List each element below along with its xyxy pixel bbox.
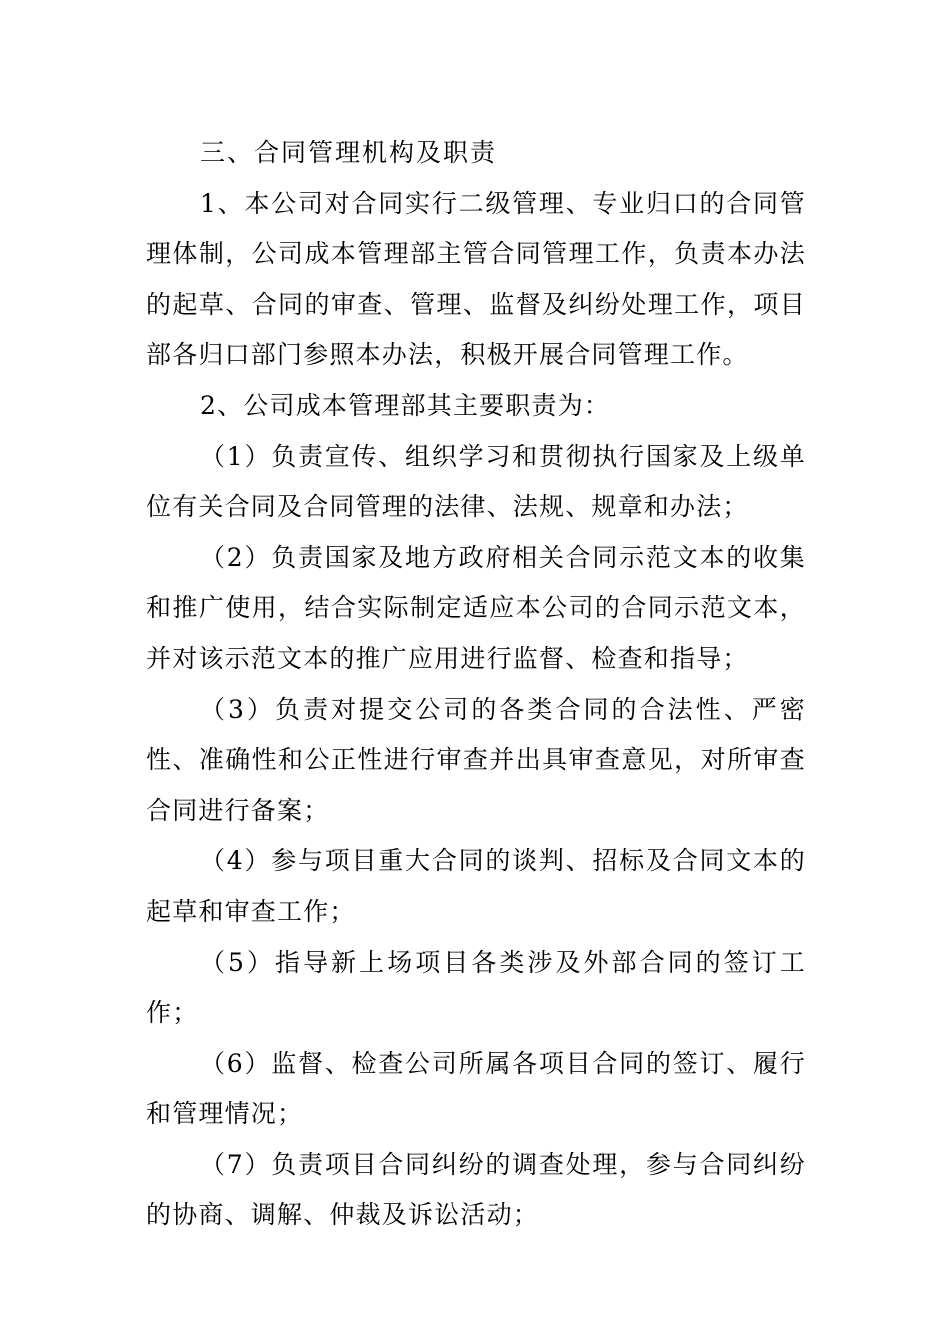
section-heading: 三、合同管理机构及职责 <box>200 138 498 167</box>
list-item-3: （3）负责对提交公司的各类合同的合法性、严密性、准确性和公正性进行审查并出具审查意见，对所审查合同进行备案； <box>146 694 806 825</box>
paragraph-1: 1、本公司对合同实行二级管理、专业归口的合同管理体制，公司成本管理部主管合同管理工作，负责本办法的起草、合同的审查、管理、监督及纠纷处理工作，项目部各归口部门参照本办法，积极开展合同管理工作。 <box>146 188 806 370</box>
list-item-7: （7）负责项目合同纠纷的调查处理，参与合同纠纷的协商、调解、仲裁及诉讼活动； <box>146 1149 806 1230</box>
list-item-2: （2）负责国家及地方政府相关合同示范文本的收集和推广使用，结合实际制定适应本公司的合同示范文本，并对该示范文本的推广应用进行监督、检查和指导； <box>146 542 806 673</box>
list-item-6: （6）监督、检查公司所属各项目合同的签订、履行和管理情况； <box>146 1048 806 1129</box>
paragraph-2: 2、公司成本管理部其主要职责为： <box>200 390 611 420</box>
list-item-5: （5）指导新上场项目各类涉及外部合同的签订工作； <box>146 947 806 1028</box>
document-body <box>146 128 806 1241</box>
list-item-1: （1）负责宣传、组织学习和贯彻执行国家及上级单位有关合同及合同管理的法律、法规、规章和办法； <box>146 441 806 522</box>
list-item-4: （4）参与项目重大合同的谈判、招标及合同文本的起草和审查工作； <box>146 846 806 926</box>
